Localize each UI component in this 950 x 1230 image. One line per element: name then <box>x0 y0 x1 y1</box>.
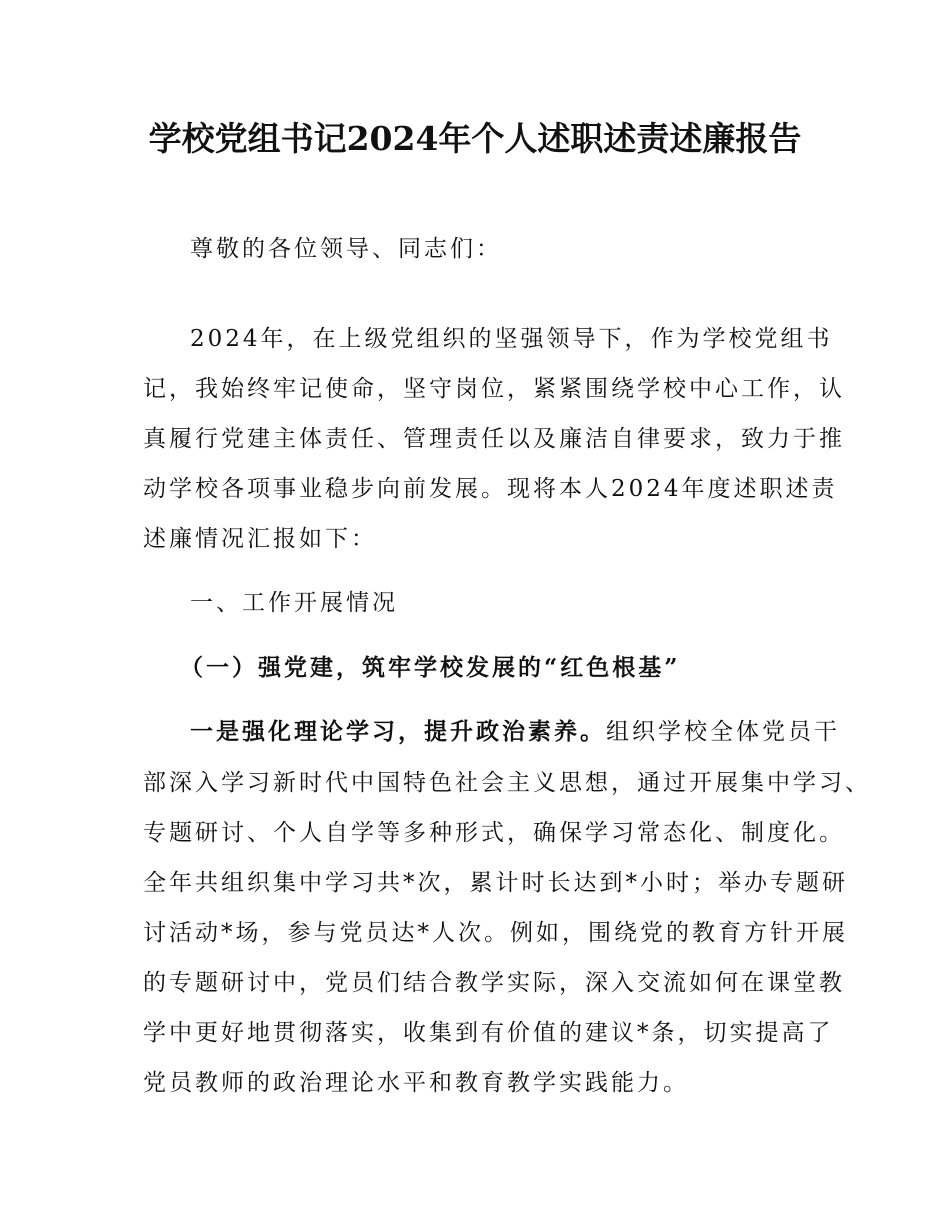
point1-line-4: 全年共组织集中学习共*次，累计时长达到*小时；举办专题研 <box>143 870 848 896</box>
point1-first-rest: 组织学校全体党员干 <box>606 719 840 745</box>
point1-lead: 一是强化理论学习，提升政治素养。 <box>190 718 606 745</box>
point1-line-3: 专题研讨、个人自学等多种形式，确保学习常态化、制度化。 <box>143 820 845 846</box>
intro-line-2: 记，我始终牢记使命，坚守岗位，紧紧围绕学校中心工作，认 <box>143 376 845 402</box>
point1-line-8: 党员教师的政治理论水平和教育教学实践能力。 <box>143 1070 689 1096</box>
intro-line-1: 2024年，在上级党组织的坚强领导下，作为学校党组书 <box>190 326 833 352</box>
intro-line-5: 述廉情况汇报如下： <box>143 526 377 552</box>
salutation: 尊敬的各位领导、同志们： <box>190 236 502 262</box>
intro-line-3: 真履行党建主体责任、管理责任以及廉洁自律要求，致力于推 <box>143 426 845 452</box>
point1-line-7: 学中更好地贯彻落实，收集到有价值的建议*条，切实提高了 <box>143 1020 834 1046</box>
section-heading: 一、工作开展情况 <box>190 590 398 616</box>
point1-line-2: 部深入学习新时代中国特色社会主义思想，通过开展集中学习、 <box>143 770 871 796</box>
document-title: 学校党组书记2024年个人述职述责述廉报告 <box>148 119 802 158</box>
subsection-heading: （一）强党建，筑牢学校发展的“红色根基” <box>180 654 681 681</box>
intro-line-4: 动学校各项事业稳步向前发展。现将本人2024年度述职述责 <box>143 476 838 502</box>
point1-first-line <box>190 715 840 749</box>
point1-line-6: 的专题研讨中，党员们结合教学实际，深入交流如何在课堂教 <box>143 970 845 996</box>
point1-line-5: 讨活动*场，参与党员达*人次。例如，围绕党的教育方针开展 <box>143 920 848 946</box>
